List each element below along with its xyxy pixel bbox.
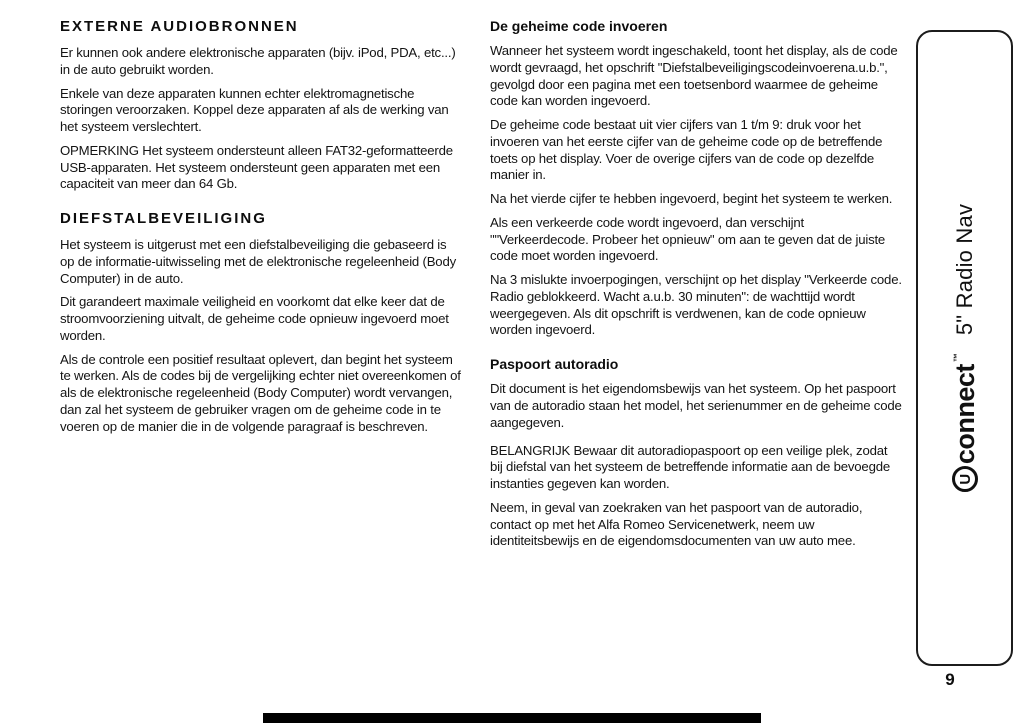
paragraph: Dit document is het eigendomsbewijs van het systeem. Op het paspoort van de autoradio staan het model, het serienummer en de geheime code aangegeven. [490, 381, 902, 430]
heading-externe-audiobronnen: EXTERNE AUDIOBRONNEN [60, 18, 299, 35]
paragraph: Er kunnen ook andere elektronische apparaten (bijv. iPod, PDA, etc...) in de auto gebruikt worden. [60, 45, 456, 77]
heading-diefstalbeveiliging: DIEFSTALBEVEILIGING [60, 210, 267, 228]
chapter-tab [916, 30, 1013, 666]
heading-paspoort-autoradio: Paspoort autoradio [490, 356, 619, 373]
uconnect-logo [949, 353, 980, 492]
page-number: 9 [945, 670, 955, 689]
right-column [490, 18, 902, 557]
chapter-tab-content [943, 38, 987, 658]
paragraph: Als de controle een positief resultaat oplevert, dan begint het systeem te werken. Als de codes bij de vergelijking echter niet overeenkomen of als de elektronische regeleenheid (Body Computer) wordt vervangen, dan zal het systeem de gebruiker vragen om de geheime code in te voeren op de manier die in de volgende paragraaf is beschreven. [60, 351, 461, 434]
chapter-title: 5" Radio Nav [951, 203, 977, 336]
footer-bar [263, 713, 761, 723]
paragraph: Als een verkeerde code wordt ingevoerd, dan verschijnt ""Verkeerdecode. Probeer het opnieuw" om aan te geven dat de juiste code moet worden ingevoerd. [490, 214, 886, 264]
uconnect-logo-u-icon: U [952, 466, 978, 492]
paragraph: Dit garandeert maximale veiligheid en voorkomt dat elke keer dat de stroomvoorziening uitvalt, de geheime code opnieuw ingevoerd moet worden. [60, 294, 449, 343]
paragraph-note: OPMERKING Het systeem ondersteunt alleen FAT32-geformatteerde USB-apparaten. Het systeem ondersteunt geen apparaten met een capaciteit van meer dan 64 Gb. [60, 142, 453, 192]
left-column [60, 18, 464, 443]
paragraph-important: BELANGRIJK Bewaar dit autoradiopaspoort op een veilige plek, zodat bij diefstal van het systeem de betreffende informatie aan de bevoegde instanties gegeven kan worden. [490, 442, 890, 492]
paragraph: Na 3 mislukte invoerpogingen, verschijnt op het display "Verkeerde code. Radio geblokkeerd. Wacht a.u.b. 30 minuten": de wachttijd wordt weergegeven. Als dit opschrift is verdwenen, kan de code opnieuw worden ingevoerd. [490, 272, 902, 338]
paragraph: Enkele van deze apparaten kunnen echter elektromagnetische storingen veroorzaken. Koppel deze apparaten af als de werking van het systeem verslechtert. [60, 85, 449, 135]
uconnect-logo-text: connect [949, 364, 979, 465]
paragraph: Neem, in geval van zoekraken van het paspoort van de autoradio, contact op met het Alfa Romeo Servicenetwerk, neem uw identiteitsbewijs en de eigendomsdocumenten van uw auto mee. [490, 499, 863, 549]
trademark-symbol: ™ [951, 353, 961, 363]
paragraph: Na het vierde cijfer te hebben ingevoerd, begint het systeem te werken. [490, 191, 893, 207]
paragraph: De geheime code bestaat uit vier cijfers van 1 t/m 9: druk voor het invoeren van het eerste cijfer van de geheime code op de betreffende toets op het display. Voer de overige cijfers van de code op dezelfde manier in. [490, 117, 883, 183]
heading-geheime-code-invoeren: De geheime code invoeren [490, 18, 668, 34]
paragraph: Het systeem is uitgerust met een diefstalbeveiliging die gebaseerd is op de informatie-uitwisseling met de elektronische regeleenheid (Body Computer) in de auto. [60, 237, 456, 286]
paragraph: Wanneer het systeem wordt ingeschakeld, toont het display, als de code wordt gevraagd, het opschrift "Diefstalbeveiligingscodeinvoerena.u.b.", gevolgd door een pagina met een toetsenbord waarmee de geheime code kan worden ingevoerd. [490, 43, 898, 109]
